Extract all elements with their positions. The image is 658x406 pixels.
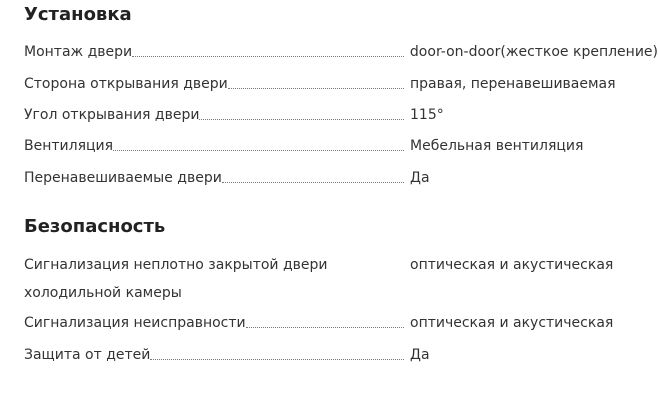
dotted-leader [246, 327, 404, 328]
spec-row-door-mounting [24, 38, 658, 70]
spec-name: Сигнализация неисправности [24, 315, 246, 331]
spec-name-cell [24, 132, 406, 160]
spec-value: 115° [410, 107, 444, 123]
spec-row-child-lock [24, 341, 658, 373]
installation-title: Установка [24, 4, 132, 25]
spec-name: Монтаж двери [24, 44, 133, 60]
spec-name-cell [24, 38, 406, 66]
spec-value: оптическая и акустическая [410, 257, 614, 273]
spec-name-cell [24, 101, 406, 129]
spec-name: Сигнализация неплотно закрытой двери холодильной камеры [24, 257, 328, 301]
spec-name: Угол открывания двери [24, 107, 200, 123]
spec-row-malfunction-alarm [24, 309, 658, 341]
safety-section [24, 215, 658, 373]
spec-name: Защита от детей [24, 347, 151, 363]
spec-row-ventilation [24, 132, 658, 164]
spec-row-door-opening-angle [24, 101, 658, 132]
spec-value: правая, перенавешиваемая [410, 76, 616, 92]
dotted-leader [199, 119, 404, 120]
spec-value: Да [410, 347, 430, 363]
dotted-leader [222, 182, 404, 183]
spec-row-reversible-doors [24, 164, 658, 196]
spec-value: door-on-door(жесткое крепление) [409, 44, 658, 60]
safety-title: Безопасность [24, 216, 166, 237]
spec-value: Мебельная вентиляция [410, 138, 584, 154]
spec-name: Сторона открывания двери [24, 76, 228, 92]
dotted-leader [113, 150, 404, 151]
spec-name-cell [24, 70, 406, 98]
dotted-leader [228, 88, 404, 89]
spec-name-cell [24, 341, 406, 369]
installation-section [24, 3, 658, 196]
spec-name-cell [24, 164, 406, 192]
spec-name: Вентиляция [24, 138, 114, 154]
spec-name-cell [24, 251, 334, 307]
dotted-leader [150, 359, 404, 360]
dotted-leader [132, 56, 404, 57]
spec-value: Да [410, 170, 430, 186]
spec-name-cell [24, 309, 406, 337]
spec-name: Перенавешиваемые двери [24, 170, 222, 186]
spec-value: оптическая и акустическая [410, 315, 614, 331]
spec-row-door-open-alarm [24, 251, 658, 309]
spec-row-door-opening-side [24, 70, 658, 101]
